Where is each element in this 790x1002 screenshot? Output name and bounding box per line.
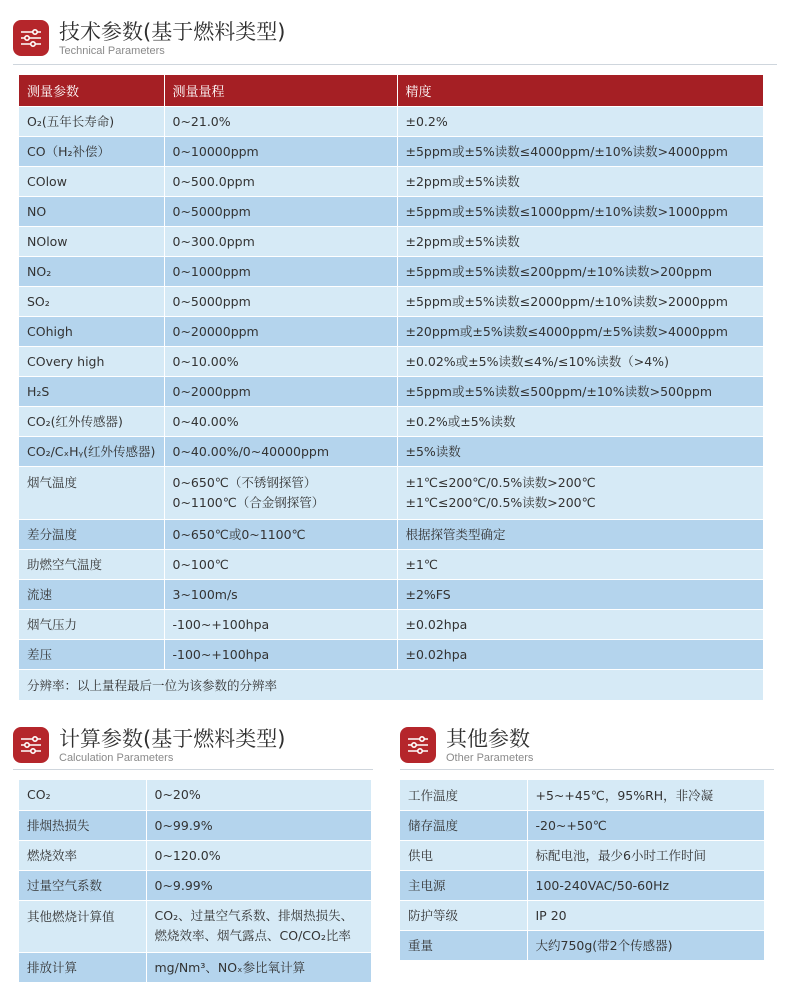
table-row — [19, 669, 763, 700]
param-cell: 差压 — [19, 639, 164, 669]
calc-value-cell: mg/Nm³、NOₓ参比氧计算 — [146, 952, 371, 982]
table-row — [19, 226, 763, 256]
calc-name-cell: 排烟热损失 — [19, 810, 146, 840]
calc-name-cell: 其他燃烧计算值 — [19, 900, 146, 952]
calc-table — [19, 780, 372, 983]
accuracy-cell: ±2ppm或±5%读数 — [397, 226, 763, 256]
calc-name-cell: 过量空气系数 — [19, 870, 146, 900]
range-cell: 0~10.00% — [164, 346, 397, 376]
accuracy-cell: ±0.02hpa — [397, 609, 763, 639]
range-cell: 3~100m/s — [164, 579, 397, 609]
range-cell: 0~100℃ — [164, 549, 397, 579]
range-cell: 0~650℃或0~1100℃ — [164, 519, 397, 549]
param-cell: 烟气压力 — [19, 609, 164, 639]
tech-section-header — [13, 20, 285, 58]
range-cell: 0~10000ppm — [164, 136, 397, 166]
accuracy-cell: ±5ppm或±5%读数≤2000ppm/±10%读数>2000ppm — [397, 286, 763, 316]
param-cell: H₂S — [19, 376, 164, 406]
other-title: 其他参数 — [446, 727, 530, 751]
other-name-cell: 主电源 — [400, 870, 527, 900]
table-row — [19, 436, 763, 466]
other-name-cell: 防护等级 — [400, 900, 527, 930]
table-row — [19, 639, 763, 669]
table-row — [400, 840, 764, 870]
accuracy-cell: ±5ppm或±5%读数≤200ppm/±10%读数>200ppm — [397, 256, 763, 286]
calc-value-cell: 0~9.99% — [146, 870, 371, 900]
accuracy-cell: ±0.02hpa — [397, 639, 763, 669]
table-row — [19, 136, 763, 166]
other-table — [400, 780, 765, 961]
table-row — [19, 780, 371, 810]
calc-section-header — [13, 727, 285, 765]
table-row — [19, 579, 763, 609]
calc-title: 计算参数(基于燃料类型) — [59, 727, 286, 751]
table-row — [19, 952, 371, 982]
table-row — [400, 870, 764, 900]
table-row — [19, 286, 763, 316]
other-name-cell: 储存温度 — [400, 810, 527, 840]
range-cell: 0~20000ppm — [164, 316, 397, 346]
range-cell: 0~5000ppm — [164, 286, 397, 316]
range-line: 0~650℃（不锈钢探管） — [172, 474, 317, 490]
header-param: 测量参数 — [19, 75, 164, 106]
calc-divider — [13, 769, 373, 770]
range-cell: 0~40.00% — [164, 406, 397, 436]
calc-value-cell — [146, 900, 371, 952]
other-section-header — [400, 727, 533, 765]
table-row — [19, 609, 763, 639]
calc-name-cell: 排放计算 — [19, 952, 146, 982]
accuracy-cell: ±0.02%或±5%读数≤4%/≤10%读数（>4%) — [397, 346, 763, 376]
accuracy-cell: ±5%读数 — [397, 436, 763, 466]
resolution-note: 分辨率：以上量程最后一位为该参数的分辨率 — [19, 669, 763, 700]
other-value-cell: IP 20 — [527, 900, 764, 930]
accuracy-cell: ±0.2% — [397, 106, 763, 136]
param-cell: NO — [19, 196, 164, 226]
table-row — [400, 780, 764, 810]
param-cell: NO₂ — [19, 256, 164, 286]
accuracy-cell: ±0.2%或±5%读数 — [397, 406, 763, 436]
param-cell: 烟气温度 — [19, 466, 164, 519]
tech-header-row — [19, 75, 763, 106]
header-range: 测量量程 — [164, 75, 397, 106]
range-line: 0~1100℃（合金钢探管） — [172, 494, 325, 510]
param-cell: 差分温度 — [19, 519, 164, 549]
param-cell: SO₂ — [19, 286, 164, 316]
accuracy-cell: ±2ppm或±5%读数 — [397, 166, 763, 196]
tech-subtitle: Technical Parameters — [59, 45, 165, 57]
param-cell: O₂(五年长寿命) — [19, 106, 164, 136]
table-row — [19, 376, 763, 406]
accuracy-cell: ±5ppm或±5%读数≤500ppm/±10%读数>500ppm — [397, 376, 763, 406]
tech-title: 技术参数(基于燃料类型) — [59, 20, 286, 44]
table-row — [19, 166, 763, 196]
param-cell: COlow — [19, 166, 164, 196]
other-value-cell: +5~+45℃，95%RH，非冷凝 — [527, 780, 764, 810]
range-cell: 0~2000ppm — [164, 376, 397, 406]
table-row — [400, 900, 764, 930]
param-cell: 流速 — [19, 579, 164, 609]
table-row — [19, 406, 763, 436]
other-value-cell: -20~+50℃ — [527, 810, 764, 840]
range-cell — [164, 466, 397, 519]
table-row — [19, 549, 763, 579]
table-row — [19, 316, 763, 346]
accuracy-cell: ±1℃ — [397, 549, 763, 579]
accuracy-cell — [397, 466, 763, 519]
table-row — [19, 346, 763, 376]
param-cell: CO₂/CₓHᵧ(红外传感器) — [19, 436, 164, 466]
acc-line: ±1℃≤200℃/0.5%读数>200℃ — [405, 474, 596, 490]
other-name-cell: 供电 — [400, 840, 527, 870]
accuracy-cell: ±5ppm或±5%读数≤4000ppm/±10%读数>4000ppm — [397, 136, 763, 166]
table-row — [19, 256, 763, 286]
table-row — [19, 196, 763, 226]
sliders-icon — [400, 727, 436, 763]
param-cell: CO₂(红外传感器) — [19, 406, 164, 436]
calc-name-cell: CO₂ — [19, 780, 146, 810]
range-cell: 0~300.0ppm — [164, 226, 397, 256]
range-cell: 0~21.0% — [164, 106, 397, 136]
calc-value-line: 燃烧效率、烟气露点、CO/CO₂比率 — [154, 928, 351, 943]
table-row — [19, 840, 371, 870]
calc-value-line: CO₂、过量空气系数、排烟热损失、 — [154, 908, 354, 923]
table-row — [400, 810, 764, 840]
sliders-icon — [13, 727, 49, 763]
tech-table — [19, 75, 764, 701]
calc-name-cell: 燃烧效率 — [19, 840, 146, 870]
range-cell: 0~5000ppm — [164, 196, 397, 226]
header-accuracy: 精度 — [397, 75, 763, 106]
other-value-cell: 标配电池，最少6小时工作时间 — [527, 840, 764, 870]
range-cell: 0~40.00%/0~40000ppm — [164, 436, 397, 466]
range-cell: -100~+100hpa — [164, 609, 397, 639]
table-row — [19, 106, 763, 136]
calc-subtitle: Calculation Parameters — [59, 752, 174, 764]
sliders-icon — [13, 20, 49, 56]
param-cell: 助燃空气温度 — [19, 549, 164, 579]
other-value-cell: 大约750g(带2个传感器) — [527, 930, 764, 960]
other-value-cell: 100-240VAC/50-60Hz — [527, 870, 764, 900]
calc-value-cell: 0~99.9% — [146, 810, 371, 840]
accuracy-cell: ±20ppm或±5%读数≤4000ppm/±5%读数>4000ppm — [397, 316, 763, 346]
param-cell: COhigh — [19, 316, 164, 346]
acc-line: ±1℃≤200℃/0.5%读数>200℃ — [405, 494, 596, 510]
table-row — [19, 466, 763, 519]
calc-value-cell: 0~20% — [146, 780, 371, 810]
param-cell: NOlow — [19, 226, 164, 256]
table-row — [19, 519, 763, 549]
range-cell: 0~500.0ppm — [164, 166, 397, 196]
table-row — [19, 810, 371, 840]
other-subtitle: Other Parameters — [446, 752, 534, 764]
other-name-cell: 重量 — [400, 930, 527, 960]
other-name-cell: 工作温度 — [400, 780, 527, 810]
calc-value-cell: 0~120.0% — [146, 840, 371, 870]
table-row — [19, 900, 371, 952]
range-cell: -100~+100hpa — [164, 639, 397, 669]
range-cell: 0~1000ppm — [164, 256, 397, 286]
tech-divider — [13, 64, 777, 65]
table-row — [400, 930, 764, 960]
table-row — [19, 870, 371, 900]
other-divider — [400, 769, 774, 770]
param-cell: COvery high — [19, 346, 164, 376]
accuracy-cell: ±5ppm或±5%读数≤1000ppm/±10%读数>1000ppm — [397, 196, 763, 226]
accuracy-cell: 根据探管类型确定 — [397, 519, 763, 549]
param-cell: CO（H₂补偿） — [19, 136, 164, 166]
accuracy-cell: ±2%FS — [397, 579, 763, 609]
